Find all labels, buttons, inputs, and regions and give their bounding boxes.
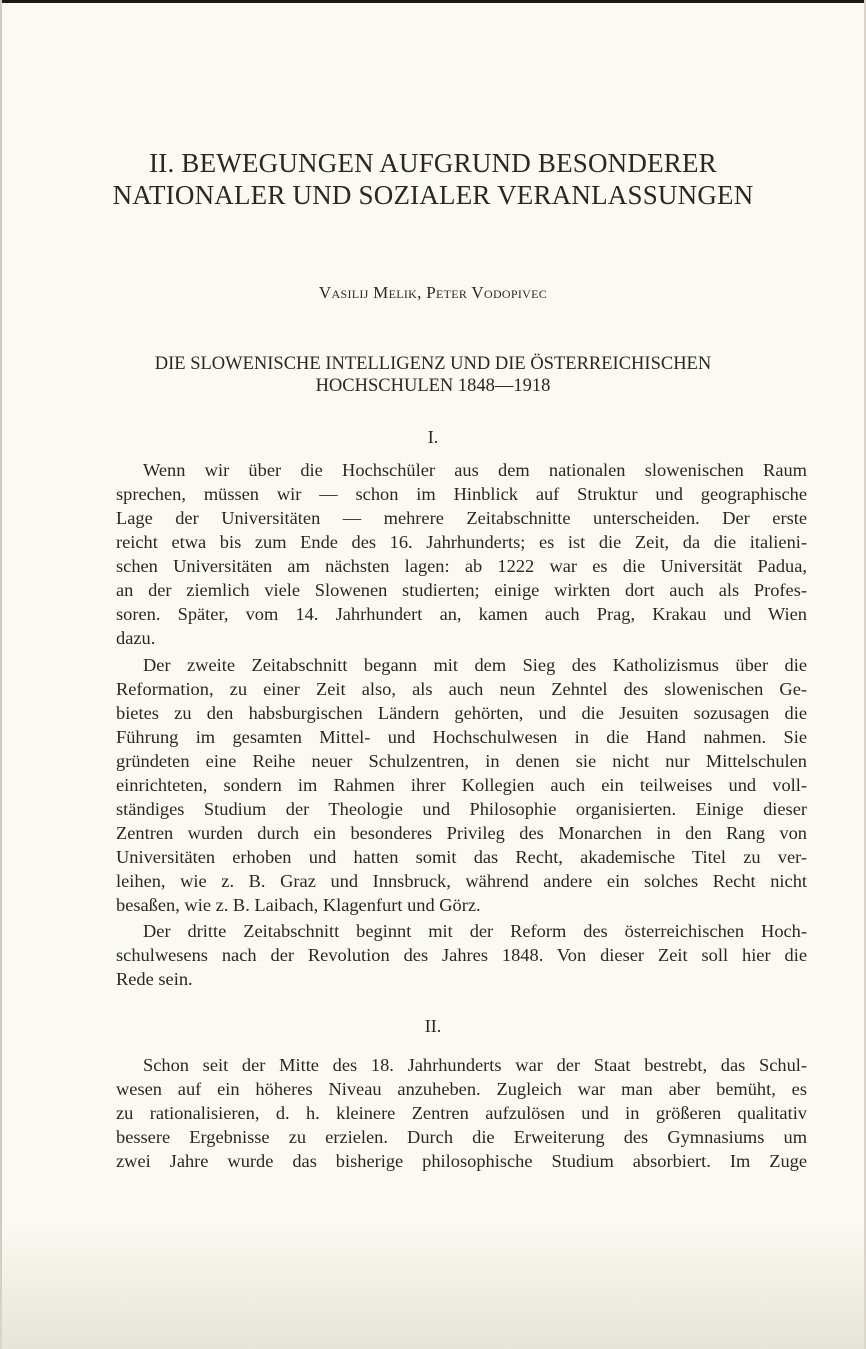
section-number: I.: [427, 427, 439, 447]
scan-bottom-shading: [0, 1220, 866, 1349]
text-line: Universitäten erhoben und hatten somit das Recht, akademische Titel zu ver-: [116, 847, 807, 867]
text-line: reicht etwa bis zum Ende des 16. Jahrhunderts; es ist die Zeit, da die italieni-: [116, 532, 807, 552]
text-line: bietes zu den habsburgischen Ländern gehörten, und die Jesuiten sozusagen die: [116, 703, 807, 723]
article-title-line: DIE SLOWENISCHE INTELLIGENZ UND DIE ÖSTERREICHISCHEN: [154, 354, 712, 374]
section-number: II.: [424, 1016, 442, 1036]
text-line: besaßen, wie z. B. Laibach, Klagenfurt und Görz.: [116, 895, 481, 915]
text-line: sprechen, müssen wir — schon im Hinblick auf Struktur und geographische: [116, 484, 807, 504]
text-line: zu rationalisieren, d. h. kleinere Zentren aufzulösen und in größeren qualitativ: [116, 1103, 807, 1123]
article-authors: Vasilij Melik, Peter Vodopivec: [318, 283, 548, 302]
text-line: Führung im gesamten Mittel- und Hochschulwesen in die Hand nahmen. Sie: [116, 727, 807, 747]
text-line: Der zweite Zeitabschnitt begann mit dem Sieg des Katholizismus über die: [143, 655, 807, 675]
text-line: Rede sein.: [116, 969, 193, 989]
text-line: Wenn wir über die Hochschüler aus dem nationalen slowenischen Raum: [143, 460, 807, 480]
text-line: wesen auf ein höheres Niveau anzuheben. Zugleich war man aber bemüht, es: [116, 1079, 807, 1099]
article-title-line: HOCHSCHULEN 1848—1918: [315, 376, 551, 396]
text-line: Der dritte Zeitabschnitt beginnt mit der Reform des österreichischen Hoch-: [143, 921, 807, 941]
scan-top-edge: [0, 0, 866, 3]
text-line: leihen, wie z. B. Graz und Innsbruck, während andere ein solches Recht nicht: [116, 871, 807, 891]
text-line: Zentren wurden durch ein besonderes Privileg des Monarchen in den Rang von: [116, 823, 807, 843]
text-line: bessere Ergebnisse zu erzielen. Durch die Erweiterung des Gymnasiums um: [116, 1127, 807, 1147]
text-line: schulwesens nach der Revolution des Jahres 1848. Von dieser Zeit soll hier die: [116, 945, 807, 965]
text-line: dazu.: [116, 628, 156, 648]
chapter-title-line: NATIONALER UND SOZIALER VERANLASSUNGEN: [112, 180, 754, 210]
text-line: zwei Jahre wurde das bisherige philosophische Studium absorbiert. Im Zuge: [116, 1151, 807, 1171]
text-line: Schon seit der Mitte des 18. Jahrhunderts war der Staat bestrebt, das Schul-: [143, 1055, 807, 1075]
text-line: schen Universitäten am nächsten lagen: ab 1222 war es die Universität Padua,: [116, 556, 807, 576]
text-line: Lage der Universitäten — mehrere Zeitabschnitte unterscheiden. Der erste: [116, 508, 807, 528]
chapter-title-line: II. BEWEGUNGEN AUFGRUND BESONDERER: [149, 148, 717, 178]
text-line: ständiges Studium der Theologie und Philosophie organisierten. Einige dieser: [116, 799, 807, 819]
text-line: einrichteten, sondern im Rahmen ihrer Kollegien auch ein teilweises und voll-: [116, 775, 807, 795]
text-line: Reformation, zu einer Zeit also, als auch neun Zehntel des slowenischen Ge-: [116, 679, 807, 699]
text-line: gründeten eine Reihe neuer Schulzentren, in denen sie nicht nur Mittelschulen: [116, 751, 807, 771]
text-line: an der ziemlich viele Slowenen studierten; einige wirkten dort auch als Profes-: [116, 580, 807, 600]
text-line: soren. Später, vom 14. Jahrhundert an, kamen auch Prag, Krakau und Wien: [116, 604, 807, 624]
